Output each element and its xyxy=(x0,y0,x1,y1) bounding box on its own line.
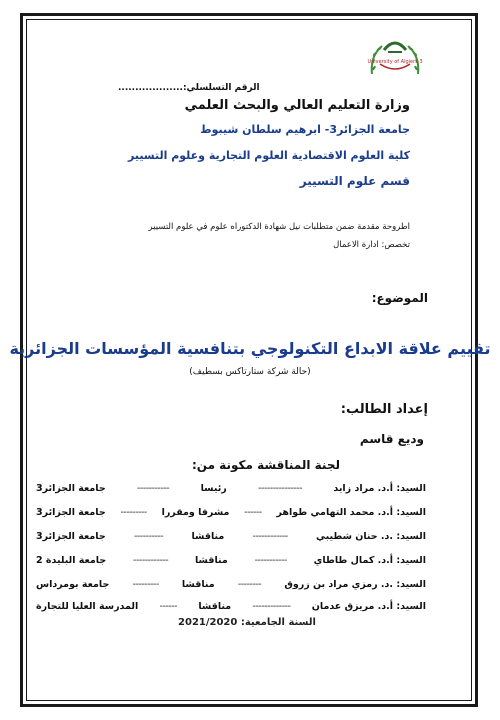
separator: --------- xyxy=(132,579,159,590)
member-role: مناقشا xyxy=(181,579,215,590)
separator: ------ xyxy=(244,507,262,518)
member-title: السيد: أ.د. محمد التهامي طواهر xyxy=(276,507,426,518)
committee-heading: لجنة المناقشة مكونة من: xyxy=(191,458,340,472)
committee-row xyxy=(36,555,426,566)
member-role: مناقشا xyxy=(191,531,225,542)
member-institution: جامعة البليدة 2 xyxy=(36,555,107,566)
member-institution: جامعة الجزائر3 xyxy=(36,483,106,494)
separator: ----------- xyxy=(137,483,170,494)
separator: ------------- xyxy=(252,601,291,612)
member-title: السيد: .د. رمزي مراد بن زروق xyxy=(284,579,426,590)
department-heading: قسم علوم التسيير xyxy=(299,174,410,188)
member-institution: جامعة بومرداس xyxy=(36,579,110,590)
thesis-description: اطروحة مقدمة ضمن متطلبات نيل شهادة الدكتوراه علوم في علوم التسيير xyxy=(148,222,410,232)
separator: --------------- xyxy=(258,483,303,494)
member-institution: المدرسة العليا للتجارة xyxy=(36,601,139,612)
university-logo xyxy=(366,30,424,88)
academic-year-label: السنة الجامعية: xyxy=(240,617,316,628)
committee-row xyxy=(36,507,426,518)
member-title: السيد: أ.د. مريزق عدمان xyxy=(311,601,426,612)
separator: ------------ xyxy=(133,555,169,566)
member-role: مناقشا xyxy=(198,601,232,612)
member-institution: جامعة الجزائر3 xyxy=(36,507,106,518)
member-role: مناقشا xyxy=(194,555,228,566)
academic-year-value: 2021/2020 xyxy=(178,617,238,628)
separator: ------------ xyxy=(252,531,288,542)
member-institution: جامعة الجزائر3 xyxy=(36,531,106,542)
thesis-subtitle: (حالة شركة ستارتاكس بسطيف) xyxy=(189,367,311,377)
separator: ------ xyxy=(159,601,178,612)
faculty-heading: كلية العلوم الاقتصادية العلوم التجارية وعلوم التسيير xyxy=(127,149,410,162)
member-role: مشرفا ومقررا xyxy=(161,507,230,518)
page-border-inner xyxy=(26,19,472,701)
ministry-heading: وزارة التعليم العالي والبحث العلمي xyxy=(184,98,410,113)
subject-label: الموضوع: xyxy=(371,291,428,305)
member-title: السيد: أ.د. كمال طاطاي xyxy=(313,555,426,566)
separator: ----------- xyxy=(254,555,287,566)
student-name: وديع قاسم xyxy=(359,432,424,446)
prepared-by-label: إعداد الطالب: xyxy=(340,402,428,417)
academic-year xyxy=(0,617,500,628)
thesis-title: تقييم علاقة الابداع التكنولوجي بتنافسية المؤسسات الجزائرية xyxy=(9,339,491,358)
member-title: السيد: أ.د. مراد زايد xyxy=(333,483,426,494)
committee-row xyxy=(36,531,426,542)
separator: -------- xyxy=(237,579,262,590)
university-heading: جامعة الجزائر3- ابرهيم سلطان شيبوط xyxy=(200,123,410,136)
specialization: تخصص: ادارة الاعمال xyxy=(333,240,410,250)
committee-row xyxy=(36,601,426,612)
committee-row xyxy=(36,579,426,590)
member-role: رئيسا xyxy=(200,483,227,494)
committee-row xyxy=(36,483,426,494)
logo-text: University of Algiers 3 xyxy=(367,59,423,65)
serial-number: الرقم التسلسلي:................... xyxy=(118,83,260,93)
separator: ---------- xyxy=(133,531,164,542)
member-title: السيد: .د. حنان شطيبي xyxy=(315,531,426,542)
separator: --------- xyxy=(120,507,147,518)
